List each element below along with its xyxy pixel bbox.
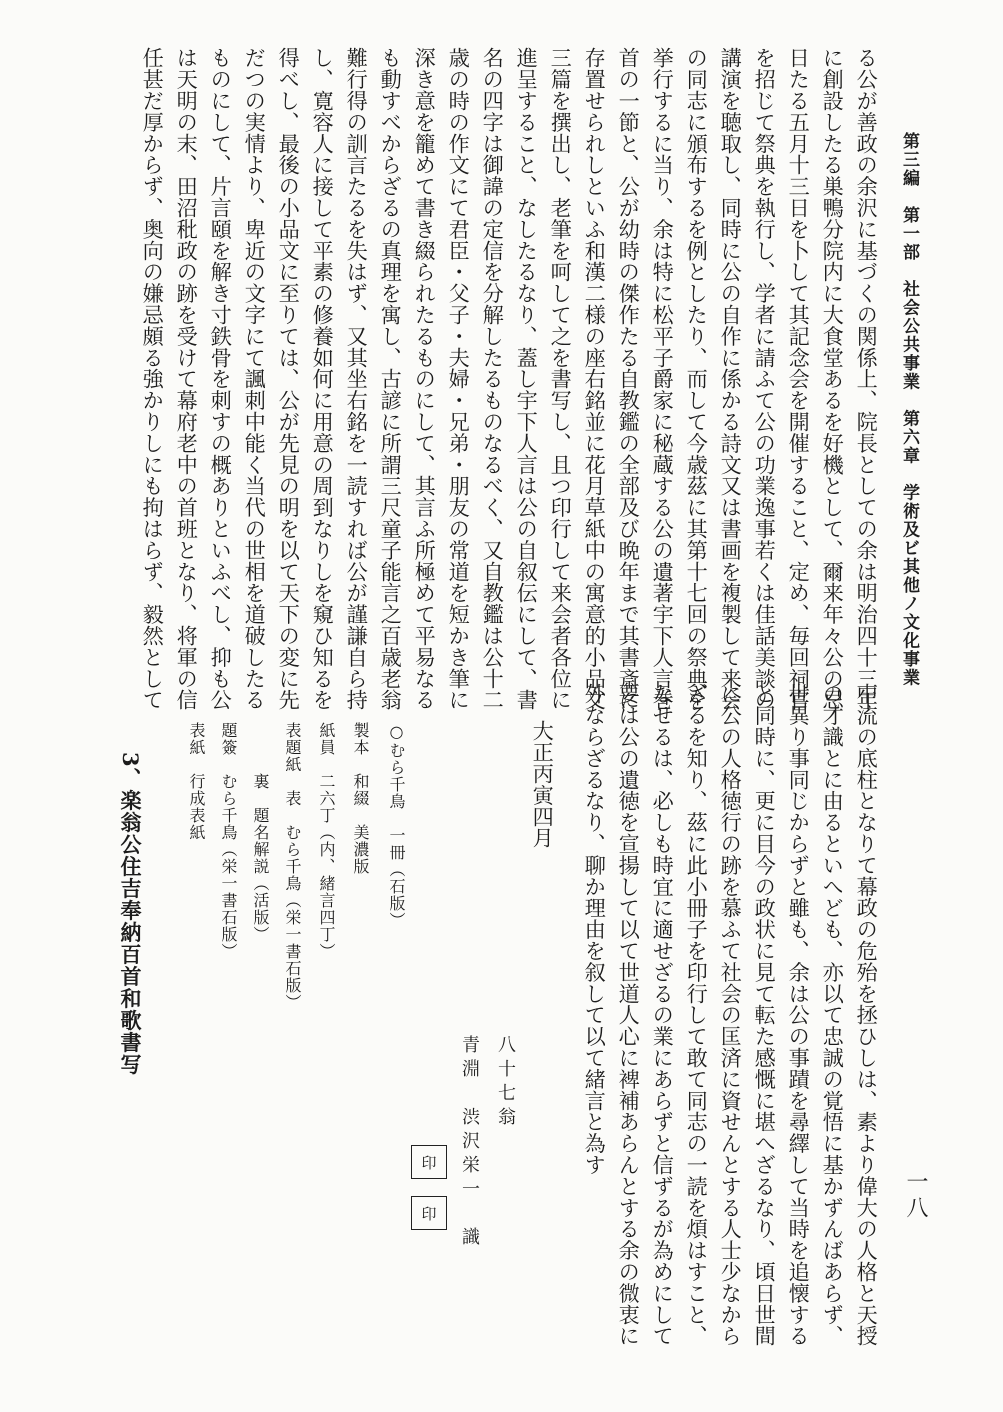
lower-column: 挙行するに当り、余は特に松平子爵家に秘蔵する公の遺著宇下人言巻 xyxy=(650,47,676,711)
bibliography-line: 紙員 二六丁（内、緒言四丁） xyxy=(317,722,336,960)
lower-column: 得べし、最後の小品文に至りては、公が先見の明を以て天下の変に先 xyxy=(276,47,302,711)
signature-age: 八十七翁 xyxy=(495,1035,516,1131)
lower-column: 講演を聴取し、同時に公の自作に係かる詩文又は書画を複製して来会 xyxy=(718,47,744,711)
upper-column: に公の人格徳行の跡を慕ふて社会の匡済に資せんとする人士少なから xyxy=(718,683,744,1347)
bibliography-line: 製本 和綴 美濃版 xyxy=(351,722,370,875)
upper-column: 世異り事同じからずと雖も、余は公の事蹟を尋繹して当時を追懐する xyxy=(786,683,812,1347)
page-number: 一八 xyxy=(903,1170,928,1222)
date-line: 大正丙寅四月 xyxy=(530,720,556,849)
lower-column: る公が善政の余沢に基づくの関係上、院長としての余は明治四十三年 xyxy=(854,47,880,711)
lower-column: 三篇を撰出し、老筆を呵して之を書写し、且つ印行して来会者各位に xyxy=(548,47,574,711)
lower-column: の同志に頒布するを例としたり、而して今歳茲に其第十七回の祭典を xyxy=(684,47,710,711)
lower-column: 名の四字は御諱の定信を分解したるものなるべく、又自教鑑は公十二 xyxy=(480,47,506,711)
lower-column: 日たる五月十三日を卜して其記念会を開催すること、定め、毎回祠官 xyxy=(786,47,812,711)
upper-column: の才識とに由るといへども、亦以て忠誠の覚悟に基かずんばあらず、 xyxy=(820,683,846,1347)
bibliography-line: 表題紙 表 むら千鳥（栄一書石版） xyxy=(283,722,302,1011)
running-head: 第三編 第一部 社会公共事業 第六章 学術及ビ其他ノ文化事業 xyxy=(899,132,919,687)
section-heading: 3、楽翁公住吉奉納百首和歌書写 xyxy=(118,752,143,1076)
signature-name: 青淵 渋沢栄一 識 xyxy=(459,1035,480,1251)
lower-column: し、寛容人に接して平素の修養如何に用意の周到なりしを窺ひ知るを xyxy=(310,47,336,711)
lower-column: は天明の末、田沼秕政の跡を受けて幕府老中の首班となり、将軍の信 xyxy=(174,47,200,711)
bibliography-line: ○むら千鳥 一冊（石版） xyxy=(387,722,406,929)
upper-column: 要は公の遺徳を宣揚して以て世道人心に裨補あらんとする余の微衷に xyxy=(616,683,642,1347)
seal-stamp: 印 xyxy=(411,1145,447,1179)
lower-column: に創設したる巣鴨分院内に大食堂あるを好機として、爾来年々公の忌 xyxy=(820,47,846,711)
lower-column: を招じて祭典を執行し、学者に請ふて公の功業逸事若くは佳話美談の xyxy=(752,47,778,711)
bibliography-line: 裏 題名解説（活版） xyxy=(251,722,270,943)
lower-column: 存置せられしといふ和漢二様の座右銘並に花月草紙中の寓意的小品文 xyxy=(582,47,608,711)
lower-column: 深き意を籠めて書き綴られたるものにして、其言ふ所極めて平易なる xyxy=(412,47,438,711)
lower-column: 任甚だ厚からず、奥向の嫌忌頗る強かりしにも拘はらず、毅然として xyxy=(140,47,166,711)
lower-column: だつの実情より、卑近の文字にて諷刺中能く当代の世相を道破したる xyxy=(242,47,268,711)
lower-column: 進呈すること、なしたるなり、蓋し宇下人言は公の自叙伝にして、書 xyxy=(514,47,540,711)
seal-stamp: 印 xyxy=(411,1196,447,1230)
upper-column: と同時に、更に目今の政状に見て転た感慨に堪へざるなり、頃日世間 xyxy=(752,683,778,1347)
bibliography-line: 題簽 むら千鳥（栄一書石版） xyxy=(219,722,238,960)
lower-column: 首の一節と、公が幼時の傑作たる自教鑑の全部及び晩年まで其書斎に xyxy=(616,47,642,711)
lower-column: も動すべからざるの真理を寓し、古諺に所謂三尺童子能言之百歳老翁 xyxy=(378,47,404,711)
lower-column: ものにして、片言頤を解き寸鉄骨を刺すの概ありといふべし、抑も公 xyxy=(208,47,234,711)
bibliography-line: 表紙 行成表紙 xyxy=(187,722,206,841)
upper-column: 外ならざるなり、聊か理由を叙して以て緒言と為す xyxy=(582,683,608,1176)
upper-column: 中流の底柱となりて幕政の危殆を拯ひしは、素より偉大の人格と天授 xyxy=(854,683,880,1347)
lower-column: 歳の時の作文にて君臣・父子・夫婦・兄弟・朋友の常道を短かき筆に xyxy=(446,47,472,711)
upper-column: なせるは、必しも時宜に適せざるの業にあらずと信ずるが為めにして xyxy=(650,683,676,1347)
upper-column: ざるを知り、茲に此小冊子を印行して敢て同志の一読を煩はすこと、 xyxy=(684,683,710,1347)
lower-column: 難行得の訓言たるを失はず、又其坐右銘を一読すれば公が謹謙自ら持 xyxy=(344,47,370,711)
